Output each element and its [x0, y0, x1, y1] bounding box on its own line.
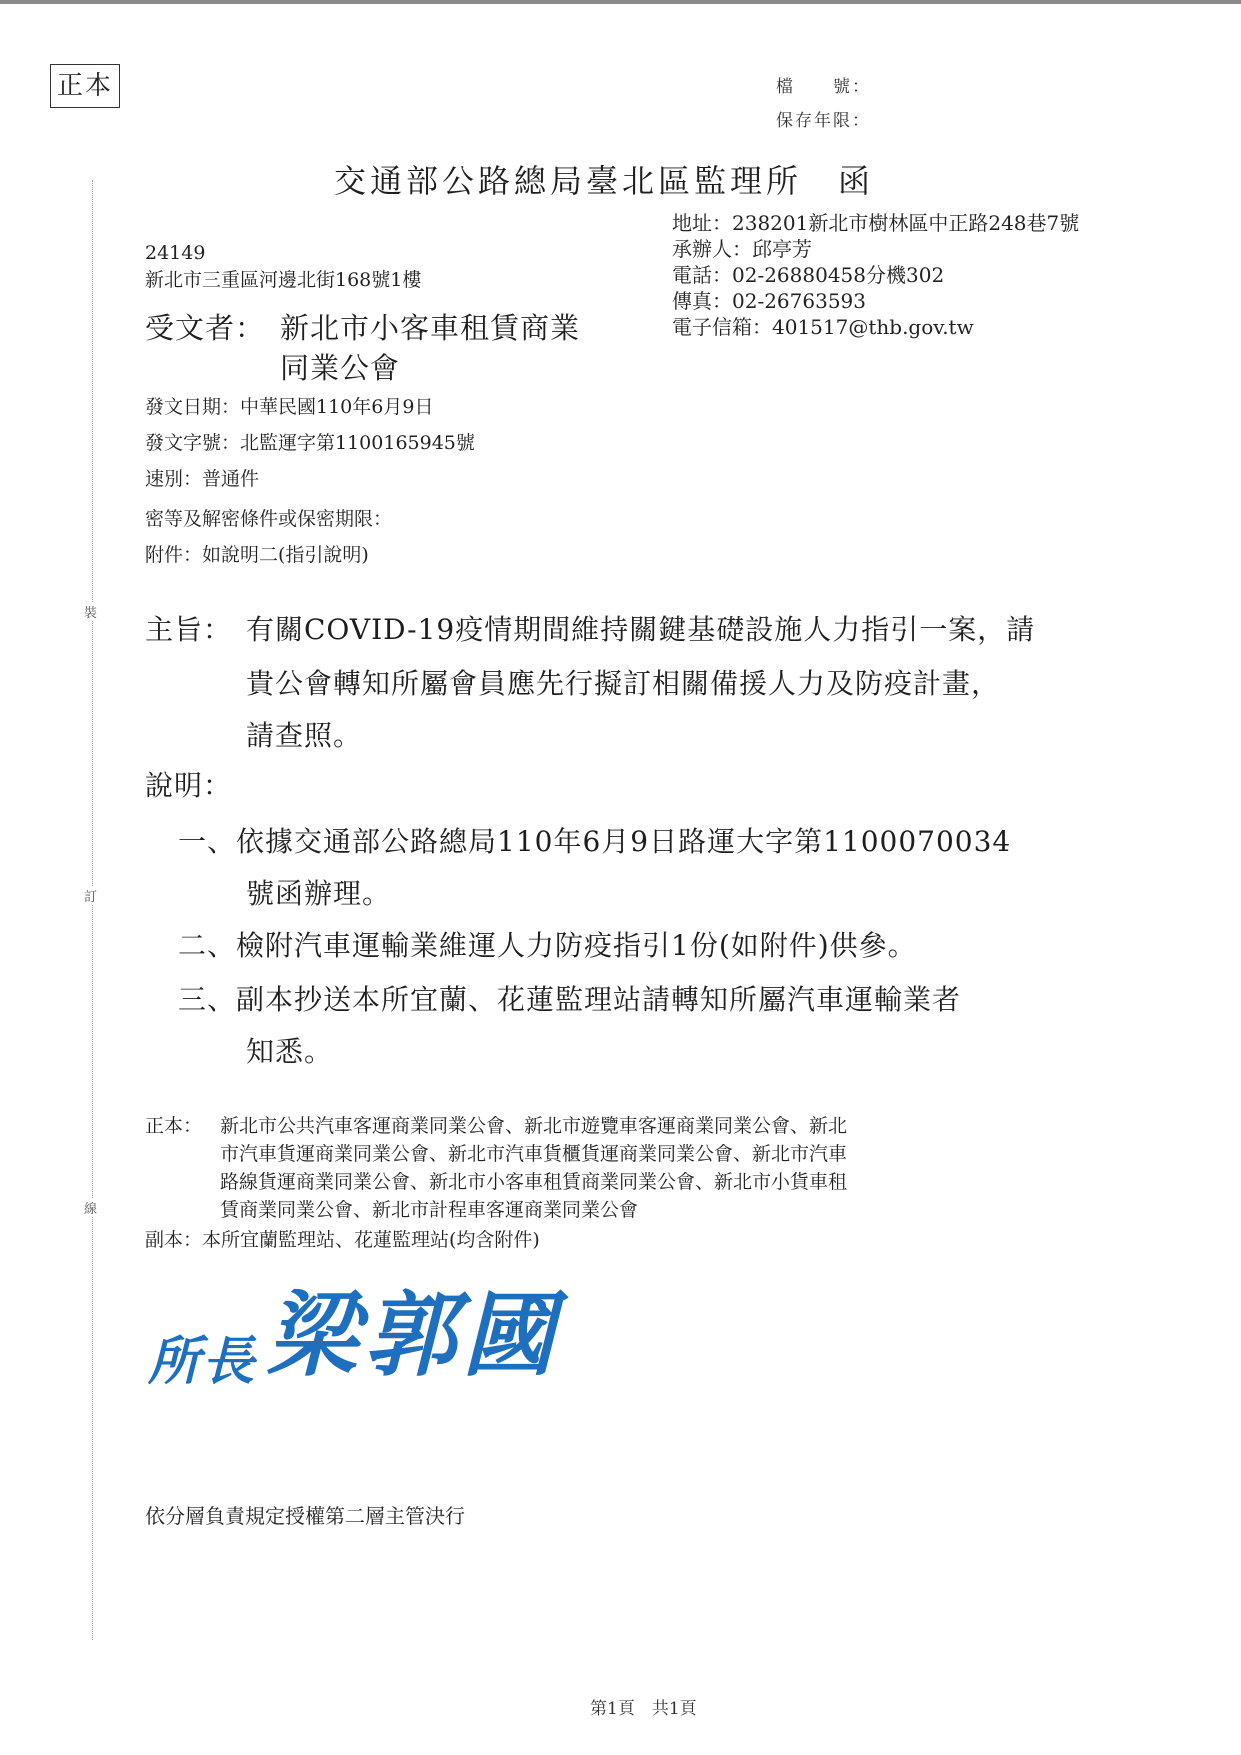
page-number: 第1頁 共1頁 — [590, 1699, 697, 1719]
recipient-name-line1: 新北市小客車租賃商業 — [280, 311, 581, 345]
recipient-address-block — [145, 240, 421, 294]
original-to-list — [220, 1112, 847, 1224]
binding-mark-zhuang: 裝 — [84, 602, 97, 621]
scan-top-edge — [0, 0, 1241, 4]
binding-mark-ding: 訂 — [84, 886, 97, 905]
director-signature — [148, 1262, 560, 1394]
sender-address: 地址：238201新北市樹林區中正路248巷7號 — [672, 211, 1080, 235]
binding-line — [92, 180, 93, 1640]
signature-name: 梁郭國 — [266, 1281, 561, 1389]
sender-contact-block — [672, 210, 1079, 340]
copy-to: 副本：本所宜蘭監理站、花蓮監理站(均含附件) — [145, 1229, 540, 1251]
explanation-item-3: 三、副本抄送本所宜蘭、花蓮監理站請轉知所屬汽車運輸業者 — [178, 983, 962, 1016]
explanation-item-1: 一、依據交通部公路總局110年6月9日路運大字第1100070034 — [178, 825, 1012, 858]
authority-note: 依分層負責規定授權第二層主管決行 — [145, 1504, 465, 1528]
recipient-label: 受文者： — [145, 311, 266, 345]
case-officer: 承辦人：邱亭芳 — [672, 237, 812, 261]
signature-title: 所長 — [148, 1331, 257, 1392]
subject-line-1: 有關COVID-19疫情期間維持關鍵基礎設施人力指引一案，請 — [246, 613, 1036, 646]
fax: 傳真：02-26763593 — [672, 289, 867, 313]
phone: 電話：02-26880458分機302 — [672, 263, 945, 287]
recipient-postcode: 24149 — [145, 242, 206, 264]
original-to-label: 正本： — [145, 1115, 203, 1137]
delivery-speed: 速別：普通件 — [145, 468, 260, 490]
recipient-address: 新北市三重區河邊北街168號1樓 — [145, 269, 422, 291]
recipient-name-line2: 同業公會 — [280, 351, 401, 385]
secrecy-level: 密等及解密條件或保密期限： — [145, 508, 393, 530]
explanation-item-2: 二、檢附汽車運輸業維運人力防疫指引1份(如附件)供參。 — [178, 929, 917, 962]
subject-line-2: 貴公會轉知所屬會員應先行擬訂相關備援人力及防疫計畫， — [246, 667, 1001, 700]
original-to-line-3: 路線貨運商業同業公會、新北市小客車租賃商業同業公會、新北市小貨車租 — [220, 1171, 848, 1193]
document-title: 交通部公路總局臺北區監理所 函 — [334, 162, 875, 200]
explanation-item-3-cont: 知悉。 — [246, 1035, 334, 1068]
attachment-note: 附件：如說明二(指引說明) — [145, 544, 369, 566]
explanation-label: 說明： — [145, 769, 233, 802]
email: 電子信箱：401517@thb.gov.tw — [672, 315, 974, 339]
original-to-line-2: 市汽車貨運商業同業公會、新北市汽車貨櫃貨運商業同業公會、新北市汽車 — [220, 1143, 848, 1165]
retention-period-label: 保存年限： — [776, 111, 871, 131]
subject-label: 主旨： — [145, 613, 233, 646]
original-copy-stamp: 正本 — [50, 64, 120, 108]
binding-mark-xian: 線 — [84, 1198, 97, 1217]
explanation-item-1-cont: 號函辦理。 — [246, 877, 392, 910]
document-number: 發文字號：北監運字第1100165945號 — [145, 432, 475, 454]
original-to-line-1: 新北市公共汽車客運商業同業公會、新北市遊覽車客運商業同業公會、新北 — [220, 1115, 848, 1137]
original-to-line-4: 賃商業同業公會、新北市計程車客運商業同業公會 — [220, 1199, 639, 1221]
issue-date: 發文日期：中華民國110年6月9日 — [145, 396, 434, 418]
file-number-label: 檔 號： — [776, 77, 871, 97]
subject-line-3: 請查照。 — [246, 719, 363, 752]
